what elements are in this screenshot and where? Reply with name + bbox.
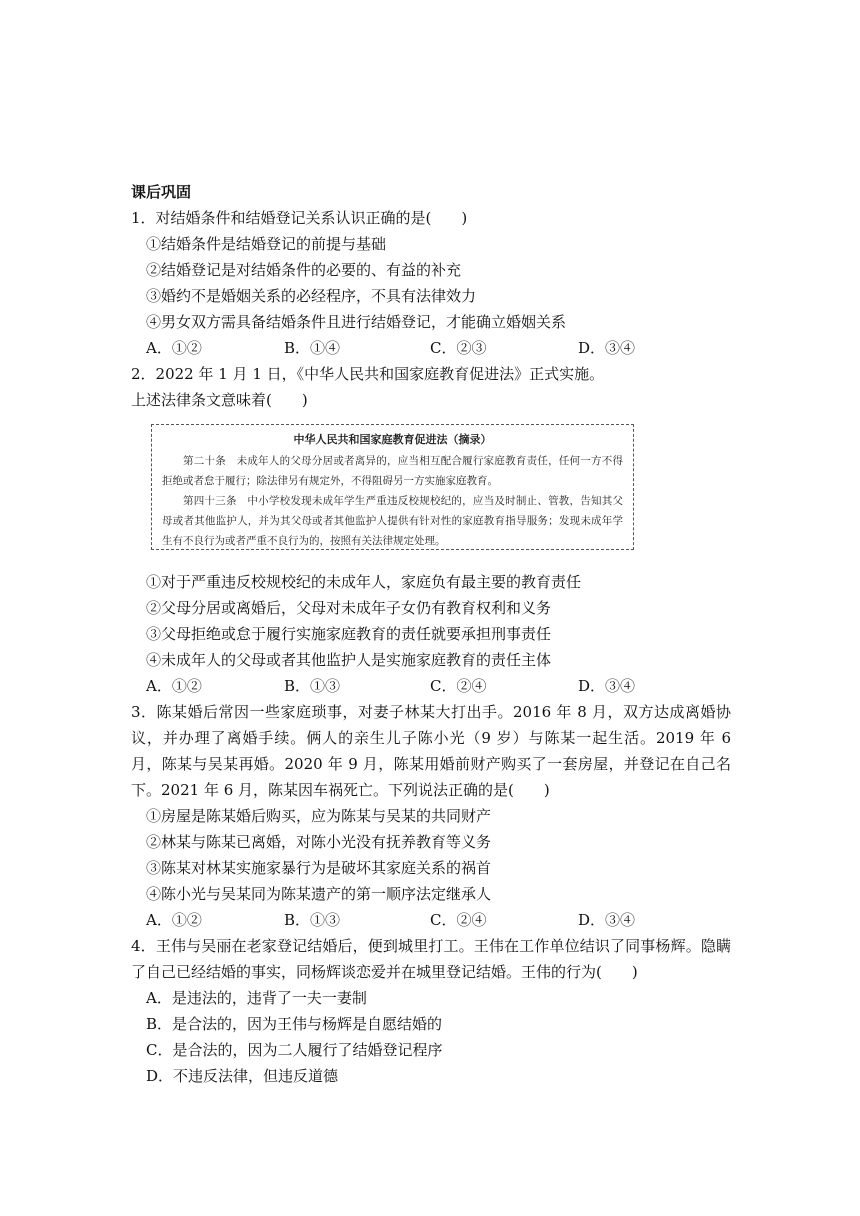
q2-option-c[interactable]: C．②④ — [430, 677, 487, 695]
q2-statement-1: ①对于严重违反校规校纪的未成年人，家庭负有最主要的教育责任 — [146, 573, 582, 591]
q1-option-d[interactable]: D．③④ — [578, 339, 636, 357]
question-1-stem: 1．对结婚条件和结婚登记关系认识正确的是( ) — [131, 209, 468, 227]
q2-option-b[interactable]: B．①③ — [284, 677, 341, 695]
q3-option-b[interactable]: B．①③ — [284, 911, 341, 929]
q3-option-c[interactable]: C．②④ — [430, 911, 487, 929]
q3-statement-3: ③陈某对林某实施家暴行为是破坏其家庭关系的祸首 — [146, 859, 492, 877]
question-4-stem: 4．王伟与吴丽在老家登记结婚后，便到城里打工。王伟在工作单位结识了同事杨辉。隐瞒了自己已经结婚的事实，同杨辉谈恋爱并在城里登记结婚。王伟的行为( ) — [131, 937, 731, 981]
q2-option-d[interactable]: D．③④ — [578, 677, 636, 695]
q1-option-b[interactable]: B．①④ — [284, 339, 341, 357]
q2-statement-3: ③父母拒绝或怠于履行实施家庭教育的责任就要承担刑事责任 — [146, 625, 552, 643]
q1-statement-4: ④男女双方需具备结婚条件且进行结婚登记，才能确立婚姻关系 — [146, 313, 567, 331]
q2-option-a[interactable]: A．①② — [146, 677, 202, 695]
question-2-stem: 2．2022 年 1 月 1 日，《中华人民共和国家庭教育促进法》正式实施。 — [131, 365, 605, 383]
q4-choice-d[interactable]: D．不违反法律，但违反道德 — [146, 1067, 339, 1085]
section-title: 课后巩固 — [131, 183, 192, 201]
law-excerpt-box — [151, 424, 634, 550]
q1-statement-3: ③婚约不是婚姻关系的必经程序，不具有法律效力 — [146, 287, 477, 305]
q4-choice-a[interactable]: A．是违法的，违背了一夫一妻制 — [146, 989, 367, 1007]
q1-statement-2: ②结婚登记是对结婚条件的必要的、有益的补充 — [146, 261, 462, 279]
q3-option-a[interactable]: A．①② — [146, 911, 202, 929]
q4-choice-b[interactable]: B．是合法的，因为王伟与杨辉是自愿结婚的 — [146, 1015, 443, 1033]
q1-option-a[interactable]: A．①② — [146, 339, 202, 357]
q1-option-c[interactable]: C．②③ — [430, 339, 487, 357]
question-2-prompt: 上述法律条文意味着( ) — [131, 391, 308, 409]
law-excerpt-title: 中华人民共和国家庭教育促进法（摘录） — [293, 433, 492, 446]
q4-choice-c[interactable]: C．是合法的，因为二人履行了结婚登记程序 — [146, 1041, 443, 1059]
law-article-20: 第二十条 未成年人的父母分居或者离异的，应当相互配合履行家庭教育责任，任何一方不得拒绝或者怠于履行；除法律另有规定外，不得阻碍另一方实施家庭教育。 — [162, 455, 623, 487]
q3-statement-1: ①房屋是陈某婚后购买，应为陈某与吴某的共同财产 — [146, 807, 492, 825]
q3-option-d[interactable]: D．③④ — [578, 911, 636, 929]
q2-statement-2: ②父母分居或离婚后，父母对未成年子女仍有教育权利和义务 — [146, 599, 552, 617]
q2-statement-4: ④未成年人的父母或者其他监护人是实施家庭教育的责任主体 — [146, 651, 552, 669]
q3-statement-4: ④陈小光与吴某同为陈某遗产的第一顺序法定继承人 — [146, 885, 492, 903]
question-3-stem: 3．陈某婚后常因一些家庭琐事，对妻子林某大打出手。2016 年 8 月，双方达成离婚协议，并办理了离婚手续。俩人的亲生儿子陈小光（9 岁）与陈某一起生活。2019 年 6 月，陈某与吴某再婚。2020 年 9 月，陈某用婚前财产购买了一套房屋，并登记在自己名下。2021 年 6 月，陈某因车祸死亡。下列说法正确的是( ) — [131, 703, 731, 799]
law-article-43: 第四十三条 中小学校发现未成年学生严重违反校规校纪的，应当及时制止、管教，告知其父母或者其他监护人，并为其父母或者其他监护人提供有针对性的家庭教育指导服务；发现未成年学生有不良行为或者严重不良行为的，按照有关法律规定处理。 — [162, 495, 623, 547]
q1-statement-1: ①结婚条件是结婚登记的前提与基础 — [146, 235, 387, 253]
q3-statement-2: ②林某与陈某已离婚，对陈小光没有抚养教育等义务 — [146, 833, 492, 851]
